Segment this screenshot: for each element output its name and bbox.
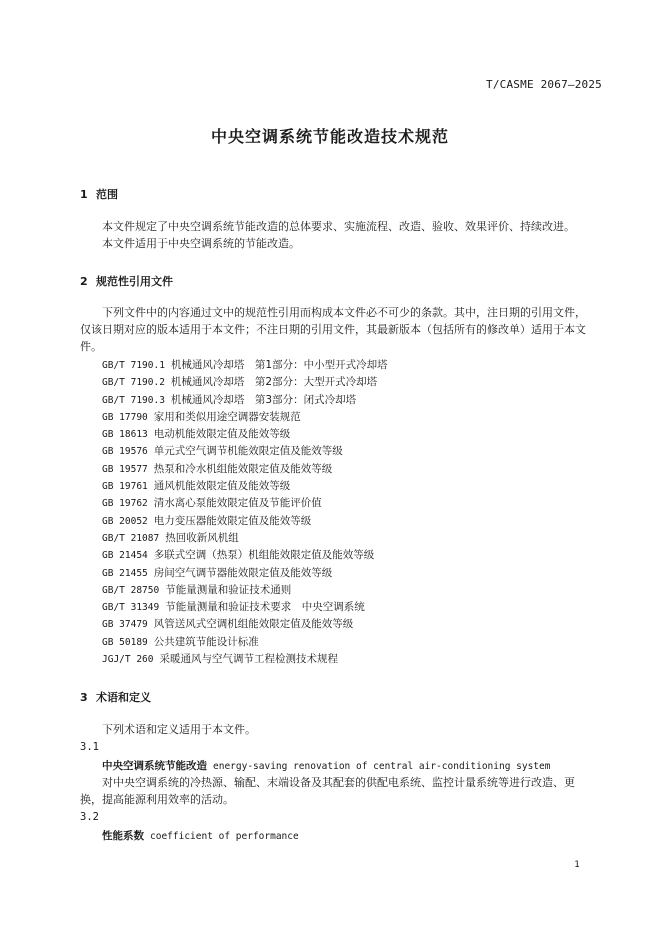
clause-number: 3.1: [80, 741, 99, 753]
reference-name: 清水离心泵能效限定值及节能评价值: [153, 497, 322, 510]
term-definition-rest: 换，提高能源利用效率的活动。: [80, 793, 234, 806]
reference-code: GB 19577: [102, 463, 148, 475]
reference-item: [102, 374, 388, 391]
reference-item: [102, 565, 388, 582]
reference-item: [102, 357, 388, 374]
document-title: 中央空调系统节能改造技术规范: [210, 127, 449, 146]
reference-code: GB/T 21087: [102, 532, 160, 544]
term-entry: [102, 758, 550, 773]
term-english: energy-saving renovation of central air-conditioning system: [213, 761, 551, 772]
reference-item: [102, 461, 388, 478]
reference-name: 通风机能效限定值及能效等级: [153, 480, 291, 493]
terms-intro: [80, 721, 602, 738]
reference-code: GB 37479: [102, 619, 148, 631]
section-title: 范围: [96, 188, 118, 201]
reference-name: 风管送风式空调机组能效限定值及能效等级: [153, 618, 354, 631]
reference-code: GB 21455: [102, 567, 148, 579]
section-1-heading: [80, 186, 118, 202]
reference-item: [102, 426, 388, 443]
document-code: T/CASME 2067—2025: [486, 78, 602, 91]
reference-name: 机械通风冷却塔 第2部分：大型开式冷却塔: [170, 376, 378, 389]
reference-name: 房间空气调节器能效限定值及能效等级: [153, 566, 333, 579]
reference-code: GB/T 7190.2: [102, 377, 165, 389]
reference-name: 节能量测量和验证技术要求 中央空调系统: [165, 601, 365, 614]
reference-code: GB/T 28750: [102, 584, 160, 596]
term-definition: [80, 774, 602, 808]
reference-item: [102, 530, 388, 547]
scope-paragraph: [80, 218, 602, 252]
section-number: 1: [80, 188, 88, 201]
reference-list: [102, 357, 388, 668]
references-intro: [80, 304, 602, 355]
reference-code: GB 20052: [102, 515, 148, 527]
reference-item: [102, 392, 388, 409]
reference-name: 机械通风冷却塔 第1部分：中小型开式冷却塔: [170, 359, 388, 371]
reference-name: 电动机能效限定值及能效等级: [153, 428, 291, 441]
reference-item: [102, 582, 388, 599]
section-number: 2: [80, 275, 88, 288]
reference-item: [102, 634, 388, 651]
reference-code: GB/T 7190.1: [102, 360, 165, 371]
section-2-heading: [80, 273, 173, 289]
reference-code: GB 50189: [102, 636, 148, 648]
reference-item: [102, 443, 388, 460]
reference-name: 电力变压器能效限定值及能效等级: [153, 514, 312, 527]
reference-name: 多联式空调（热泵）机组能效限定值及能效等级: [153, 549, 375, 562]
clause-number: 3.2: [80, 811, 99, 823]
section-title: 术语和定义: [96, 691, 151, 704]
reference-name: 公共建筑节能设计标准: [153, 635, 259, 648]
reference-item: [102, 478, 388, 495]
reference-name: 节能量测量和验证技术通则: [165, 583, 292, 596]
reference-code: GB/T 31349: [102, 602, 160, 614]
reference-name: 热回收新风机组: [165, 531, 239, 544]
reference-name: 热泵和冷水机组能效限定值及能效等级: [153, 462, 333, 475]
term-entry: [102, 828, 299, 843]
reference-name: 采暖通风与空气调节工程检测技术规程: [159, 653, 338, 666]
scope-text-1: 本文件规定了中央空调系统节能改造的总体要求、实施流程、改造、验收、效果评价、持续改进。: [102, 220, 575, 233]
reference-code: GB 19761: [102, 481, 148, 493]
scope-text-2: 本文件适用于中央空调系统的节能改造。: [102, 237, 300, 250]
reference-item: [102, 547, 388, 564]
term-chinese: 中央空调系统节能改造: [102, 760, 207, 772]
reference-item: [102, 651, 388, 668]
references-intro-rest: 仅该日期对应的版本适用于本文件；不注日期的引用文件，其最新版本（包括所有的修改单）适用于本文件。: [80, 323, 586, 353]
terms-intro-text: 下列术语和定义适用于本文件。: [102, 723, 256, 736]
reference-name: 家用和类似用途空调器安装规范: [153, 410, 301, 423]
reference-code: JGJ/T 260: [102, 654, 154, 666]
reference-name: 单元式空气调节机能效限定值及能效等级: [153, 445, 343, 458]
term-definition-line-1: 对中央空调系统的冷热源、输配、末端设备及其配套的供配电系统、监控计量系统等进行改造、更: [102, 776, 575, 789]
term-chinese: 性能系数: [102, 830, 144, 842]
reference-code: GB/T 7190.3: [102, 394, 165, 406]
reference-name: 机械通风冷却塔 第3部分：闭式冷却塔: [170, 393, 357, 406]
reference-code: GB 19576: [102, 446, 148, 458]
reference-code: GB 18613: [102, 429, 148, 441]
reference-item: [102, 616, 388, 633]
section-3-heading: [80, 689, 151, 705]
reference-code: GB 19762: [102, 498, 148, 510]
section-number: 3: [80, 691, 88, 704]
reference-item: [102, 599, 388, 616]
section-title: 规范性引用文件: [96, 275, 173, 288]
term-english: coefficient of performance: [150, 831, 299, 842]
references-intro-line-1: 下列文件中的内容通过文中的规范性引用而构成本文件必不可少的条款。其中，注日期的引用文件，: [102, 306, 586, 319]
reference-item: [102, 495, 388, 512]
reference-item: [102, 409, 388, 426]
page-number: 1: [574, 860, 580, 870]
reference-code: GB 21454: [102, 550, 148, 562]
reference-code: GB 17790: [102, 411, 148, 423]
reference-item: [102, 513, 388, 530]
